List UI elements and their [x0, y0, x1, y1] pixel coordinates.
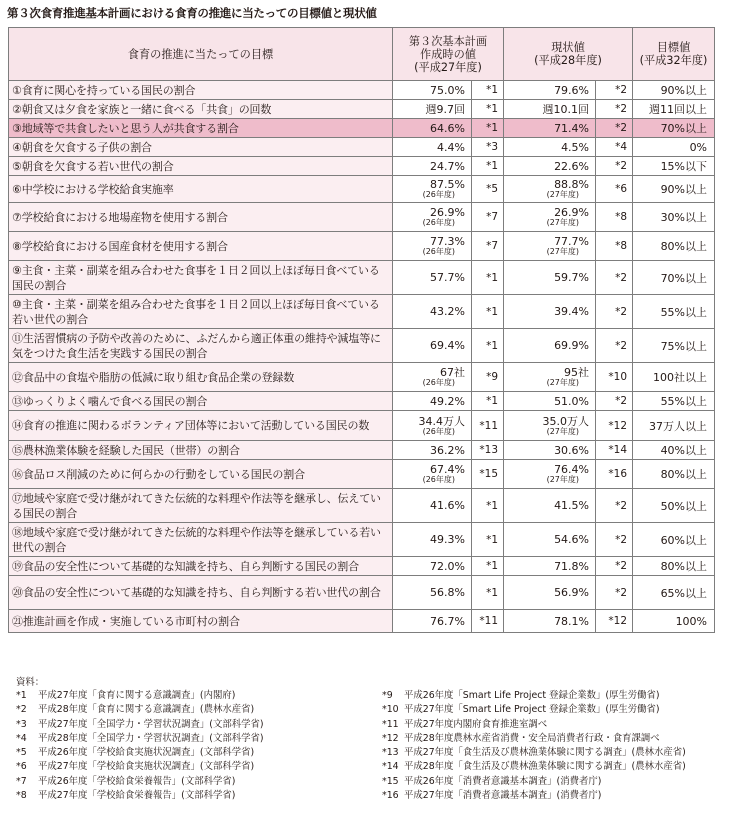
source-note-text: 平成27年度「食生活及び農林漁業体験に関する調査」(農林水産省) [404, 747, 686, 759]
source-note-mark: *13 [382, 747, 399, 759]
page-title: 第３次食育推進基本計画における食育の推進に当たっての目標値と現状値 [7, 6, 377, 20]
table-row [9, 81, 715, 100]
header-base-line2: 作成時の値 [420, 47, 476, 61]
table-row [9, 203, 715, 232]
goal-item: ⑯食品ロス削減のために何らかの行動をしている国民の割合 [9, 460, 393, 489]
value-cell [504, 176, 596, 203]
goal-item: ⑤朝食を欠食する若い世代の割合 [9, 157, 393, 176]
source-note-text: 平成28年度「全国学力・学習状況調査」(文部科学省) [38, 732, 264, 744]
source-note [382, 789, 686, 803]
value: 71.4% [554, 121, 590, 135]
source-note [16, 746, 264, 760]
value: 41.5% [554, 499, 590, 512]
value: 26.9% [430, 206, 465, 219]
goal-item: ㉑推進計画を作成・実施している市町村の割合 [9, 610, 393, 633]
target-value: 40%以上 [633, 441, 715, 460]
source-note-mark: *10 [382, 704, 399, 716]
value-cell [504, 557, 596, 576]
value-year-note: (27年度) [546, 426, 580, 436]
value-cell [504, 460, 596, 489]
base-source-mark: *5 [472, 176, 504, 203]
source-note-mark: *1 [16, 690, 27, 701]
source-note [382, 718, 686, 732]
table-header-row [9, 28, 715, 81]
value-cell [393, 411, 472, 441]
source-note-mark: *12 [382, 732, 399, 744]
value: 71.8% [554, 559, 590, 573]
value-year-note: (26年度) [422, 475, 455, 484]
source-note-text: 平成27年度「学校給食実施状況調査」(文部科学省) [38, 761, 255, 773]
table-row [9, 363, 715, 392]
source-note [16, 732, 264, 746]
current-source-mark: *2 [596, 295, 633, 329]
table-row [9, 157, 715, 176]
table-row [9, 100, 715, 119]
goal-item: ③地域等で共食したいと思う人が共食する割合 [9, 119, 393, 138]
source-note [16, 703, 264, 717]
goal-item: ⑫食品中の食塩や脂肪の低減に取り組む食品企業の登録数 [9, 363, 393, 392]
value-cell [504, 576, 596, 610]
source-note [16, 775, 264, 789]
value: 24.7% [430, 159, 465, 173]
base-source-mark: *1 [472, 157, 504, 176]
source-note-mark: *6 [16, 761, 27, 773]
value: 67.4% [430, 463, 465, 476]
value-cell [393, 100, 472, 119]
base-source-mark: *11 [472, 610, 504, 633]
current-source-mark: *16 [596, 460, 633, 489]
goal-item: ⑲食品の安全性について基礎的な知識を持ち、自ら判断する国民の割合 [9, 557, 393, 576]
value: 77.7% [554, 235, 590, 248]
current-source-mark: *14 [596, 441, 633, 460]
target-value: 週11回以上 [633, 100, 715, 119]
value: 36.2% [430, 443, 465, 457]
value-cell [504, 81, 596, 100]
base-source-mark: *1 [472, 100, 504, 119]
value-cell [393, 329, 472, 363]
header-current-line1: 現状値 [551, 41, 585, 54]
target-value: 30%以上 [633, 203, 715, 232]
table-row [9, 176, 715, 203]
value-cell [504, 100, 596, 119]
current-source-mark: *10 [596, 363, 633, 392]
goal-item: ⑩主食・主菜・副菜を組み合わせた食事を１日２回以上ほぼ毎日食べている若い世代の割合 [9, 295, 393, 329]
target-value: 80%以上 [633, 232, 715, 261]
notes-right-column [382, 689, 686, 803]
value-cell [504, 119, 596, 138]
table-row [9, 138, 715, 157]
table-row [9, 295, 715, 329]
current-source-mark: *8 [596, 203, 633, 232]
goal-item: ⑪生活習慣病の予防や改善のために、ふだんから適正体重の維持や減塩等に気をつけた食生活を実践する国民の割合 [9, 329, 393, 363]
source-note [382, 689, 686, 703]
goal-item: ⑱地域や家庭で受け継がれてきた伝統的な料理や作法等を継承している若い世代の割合 [9, 523, 393, 557]
header-current-line2: (平成28年度) [534, 54, 602, 67]
value: 26.9% [554, 206, 590, 219]
value-year-note: (26年度) [422, 378, 455, 387]
base-source-mark: *1 [472, 295, 504, 329]
value: 59.7% [554, 271, 590, 284]
value: 75.0% [430, 83, 465, 97]
current-source-mark: *2 [596, 119, 633, 138]
goal-item: ⑨主食・主菜・副菜を組み合わせた食事を１日２回以上ほぼ毎日食べている国民の割合 [9, 261, 393, 295]
base-source-mark: *7 [472, 232, 504, 261]
source-note-text: 平成28年度農林水産省消費・安全局消費者行政・食育課調べ [404, 732, 660, 744]
source-note-text: 平成27年度「全国学力・学習状況調査」(文部科学省) [38, 718, 264, 730]
target-value: 70%以上 [633, 119, 715, 138]
current-source-mark: *2 [596, 81, 633, 100]
source-note [16, 789, 264, 803]
source-note-mark: *5 [16, 747, 27, 759]
target-value: 60%以上 [633, 523, 715, 557]
base-source-mark: *3 [472, 138, 504, 157]
target-value: 100% [633, 610, 715, 633]
target-value: 55%以上 [633, 295, 715, 329]
goal-item: ⑳食品の安全性について基礎的な知識を持ち、自ら判断する若い世代の割合 [9, 576, 393, 610]
value: 78.1% [554, 614, 590, 628]
table-row [9, 329, 715, 363]
current-source-mark: *2 [596, 576, 633, 610]
base-source-mark: *13 [472, 441, 504, 460]
current-source-mark: *2 [596, 557, 633, 576]
source-note-mark: *4 [16, 732, 27, 744]
target-value: 0% [633, 138, 715, 157]
value-cell [393, 261, 472, 295]
base-source-mark: *1 [472, 392, 504, 411]
source-note [382, 775, 686, 789]
value-cell [393, 489, 472, 523]
value-year-note: (27年度) [546, 378, 580, 387]
value-cell [504, 411, 596, 441]
value: 79.6% [554, 83, 590, 97]
table-row [9, 232, 715, 261]
current-source-mark: *12 [596, 610, 633, 633]
value-cell [393, 138, 472, 157]
current-source-mark: *12 [596, 411, 633, 441]
value-cell [504, 363, 596, 392]
source-note-text: 平成27年度「食育に関する意識調査」(内閣府) [38, 690, 236, 701]
value: 88.8% [554, 178, 590, 191]
value-year-note: (26年度) [422, 247, 455, 256]
value-cell [393, 232, 472, 261]
goal-item: ⑭食育の推進に関わるボランティア団体等において活動している国民の数 [9, 411, 393, 441]
value-cell [504, 392, 596, 411]
value-cell [393, 295, 472, 329]
value-cell [393, 441, 472, 460]
value-cell [504, 138, 596, 157]
table-row [9, 392, 715, 411]
base-source-mark: *1 [472, 261, 504, 295]
value: 72.0% [430, 559, 465, 573]
current-source-mark: *2 [596, 100, 633, 119]
target-value: 90%以上 [633, 81, 715, 100]
source-note-text: 平成27年度「消費者意識基本調査」(消費者庁) [404, 790, 602, 802]
value-cell [504, 441, 596, 460]
header-current [504, 28, 633, 81]
goal-item: ④朝食を欠食する子供の割合 [9, 138, 393, 157]
value-year-note: (26年度) [422, 190, 455, 199]
source-note-text: 平成27年度「Smart Life Project 登録企業数」(厚生労働省) [404, 704, 660, 716]
value: 69.9% [554, 339, 590, 352]
base-source-mark: *15 [472, 460, 504, 489]
source-note-mark: *2 [16, 704, 27, 716]
value-cell [393, 203, 472, 232]
base-source-mark: *1 [472, 557, 504, 576]
table-row [9, 441, 715, 460]
table-row [9, 610, 715, 633]
header-base-line3: (平成27年度) [414, 60, 482, 74]
value-year-note: (27年度) [546, 218, 580, 227]
value: 76.4% [554, 463, 590, 476]
value: 64.6% [430, 121, 465, 135]
value: 22.6% [554, 159, 590, 173]
target-value: 37万人以上 [633, 411, 715, 441]
goal-item: ⑰地域や家庭で受け継がれてきた伝統的な料理や作法等を継承し、伝えている国民の割合 [9, 489, 393, 523]
table-row [9, 119, 715, 138]
value: 56.9% [554, 586, 590, 599]
value-cell [393, 119, 472, 138]
table-row [9, 411, 715, 441]
value-cell [393, 363, 472, 392]
source-note [16, 689, 264, 703]
value-year-note: (27年度) [546, 247, 580, 256]
value: 34.4万人 [418, 414, 465, 428]
value: 35.0万人 [542, 414, 590, 428]
base-source-mark: *1 [472, 576, 504, 610]
source-note [16, 760, 264, 774]
value: 39.4% [554, 305, 590, 318]
source-note-mark: *9 [382, 690, 393, 701]
goal-item: ②朝食又は夕食を家族と一緒に食べる「共食」の回数 [9, 100, 393, 119]
current-source-mark: *2 [596, 489, 633, 523]
value-cell [504, 523, 596, 557]
source-note-text: 平成27年度「学校給食栄養報告」(文部科学省) [38, 790, 236, 802]
table-row [9, 261, 715, 295]
value-cell [504, 203, 596, 232]
notes-left-column [16, 689, 264, 803]
source-note-mark: *11 [382, 718, 399, 730]
value-cell [393, 392, 472, 411]
value: 77.3% [430, 235, 465, 248]
source-note-text: 平成26年度「学校給食実施状況調査」(文部科学省) [38, 747, 255, 759]
goal-item: ⑥中学校における学校給食実施率 [9, 176, 393, 203]
target-value: 70%以上 [633, 261, 715, 295]
current-source-mark: *4 [596, 138, 633, 157]
value: 67社 [440, 366, 465, 379]
header-item: 食育の推進に当たっての目標 [9, 28, 393, 81]
value: 49.2% [430, 394, 465, 408]
target-value: 65%以上 [633, 576, 715, 610]
table-row [9, 523, 715, 557]
base-source-mark: *7 [472, 203, 504, 232]
goal-item: ⑧学校給食における国産食材を使用する割合 [9, 232, 393, 261]
source-note [382, 703, 686, 717]
value-cell [504, 295, 596, 329]
goal-item: ⑮農林漁業体験を経験した国民（世帯）の割合 [9, 441, 393, 460]
source-note [382, 746, 686, 760]
value-cell [504, 489, 596, 523]
value-year-note: (26年度) [422, 426, 455, 436]
value: 43.2% [430, 305, 465, 318]
value-cell [393, 610, 472, 633]
goals-table [8, 27, 715, 633]
header-target [633, 28, 715, 81]
value-cell [393, 576, 472, 610]
value: 週10.1回 [542, 102, 590, 116]
source-note-mark: *14 [382, 761, 399, 773]
value-cell [393, 81, 472, 100]
value: 30.6% [554, 443, 590, 457]
current-source-mark: *8 [596, 232, 633, 261]
source-note-text: 平成26年度「消費者意識基本調査」(消費者庁) [404, 775, 602, 787]
base-source-mark: *1 [472, 329, 504, 363]
value: 69.4% [430, 339, 465, 352]
value: 4.5% [561, 140, 590, 154]
value-cell [504, 329, 596, 363]
source-note-mark: *3 [16, 718, 27, 730]
value-cell [393, 176, 472, 203]
value: 51.0% [554, 394, 590, 408]
value-cell [393, 157, 472, 176]
value-year-note: (27年度) [546, 475, 580, 484]
current-source-mark: *2 [596, 329, 633, 363]
value: 4.4% [437, 140, 465, 154]
table-row [9, 557, 715, 576]
source-note-text: 平成28年度「食育に関する意識調査」(農林水産省) [38, 704, 255, 716]
target-value: 75%以上 [633, 329, 715, 363]
table-row [9, 489, 715, 523]
source-note-text: 平成26年度「学校給食栄養報告」(文部科学省) [38, 775, 236, 787]
source-note-text: 平成28年度「食生活及び農林漁業体験に関する調査」(農林水産省) [404, 761, 686, 773]
value: 57.7% [430, 271, 465, 284]
target-value: 55%以上 [633, 392, 715, 411]
source-note [382, 760, 686, 774]
value: 56.8% [430, 586, 465, 599]
source-note-text: 平成27年度内閣府食育推進室調べ [404, 718, 548, 730]
current-source-mark: *6 [596, 176, 633, 203]
current-source-mark: *2 [596, 157, 633, 176]
table-row [9, 460, 715, 489]
source-note [382, 732, 686, 746]
source-note-mark: *7 [16, 775, 27, 787]
value: 95社 [564, 366, 590, 379]
base-source-mark: *1 [472, 489, 504, 523]
source-note-text: 平成26年度「Smart Life Project 登録企業数」(厚生労働省) [404, 690, 660, 701]
target-value: 100社以上 [633, 363, 715, 392]
goal-item: ⑦学校給食における地場産物を使用する割合 [9, 203, 393, 232]
value-cell [393, 557, 472, 576]
target-value: 90%以上 [633, 176, 715, 203]
value: 49.3% [430, 533, 465, 546]
target-value: 50%以上 [633, 489, 715, 523]
source-note-mark: *15 [382, 775, 399, 787]
value-cell [504, 610, 596, 633]
value-cell [504, 232, 596, 261]
value-cell [393, 460, 472, 489]
value-cell [504, 157, 596, 176]
table-row [9, 576, 715, 610]
value-cell [504, 261, 596, 295]
base-source-mark: *9 [472, 363, 504, 392]
current-source-mark: *2 [596, 392, 633, 411]
base-source-mark: *1 [472, 119, 504, 138]
target-value: 80%以上 [633, 460, 715, 489]
current-source-mark: *2 [596, 261, 633, 295]
base-source-mark: *1 [472, 81, 504, 100]
current-source-mark: *2 [596, 523, 633, 557]
notes-label: 資料： [16, 677, 45, 688]
goal-item: ①食育に関心を持っている国民の割合 [9, 81, 393, 100]
goal-item: ⑬ゆっくりよく噛んで食べる国民の割合 [9, 392, 393, 411]
source-note-mark: *16 [382, 790, 399, 802]
value: 41.6% [430, 499, 465, 512]
source-note [16, 718, 264, 732]
value: 週9.7回 [425, 102, 465, 116]
base-source-mark: *1 [472, 523, 504, 557]
value-year-note: (26年度) [422, 218, 455, 227]
header-base [393, 28, 504, 81]
value-year-note: (27年度) [546, 190, 580, 199]
value: 76.7% [430, 614, 465, 628]
header-target-line2: (平成32年度) [639, 54, 708, 67]
value: 87.5% [430, 178, 465, 191]
value: 54.6% [554, 533, 590, 546]
source-note-mark: *8 [16, 790, 27, 802]
value-cell [393, 523, 472, 557]
base-source-mark: *11 [472, 411, 504, 441]
target-value: 15%以下 [633, 157, 715, 176]
target-value: 80%以上 [633, 557, 715, 576]
header-base-line1: 第３次基本計画 [408, 34, 488, 48]
header-target-line1: 目標値 [656, 41, 691, 54]
